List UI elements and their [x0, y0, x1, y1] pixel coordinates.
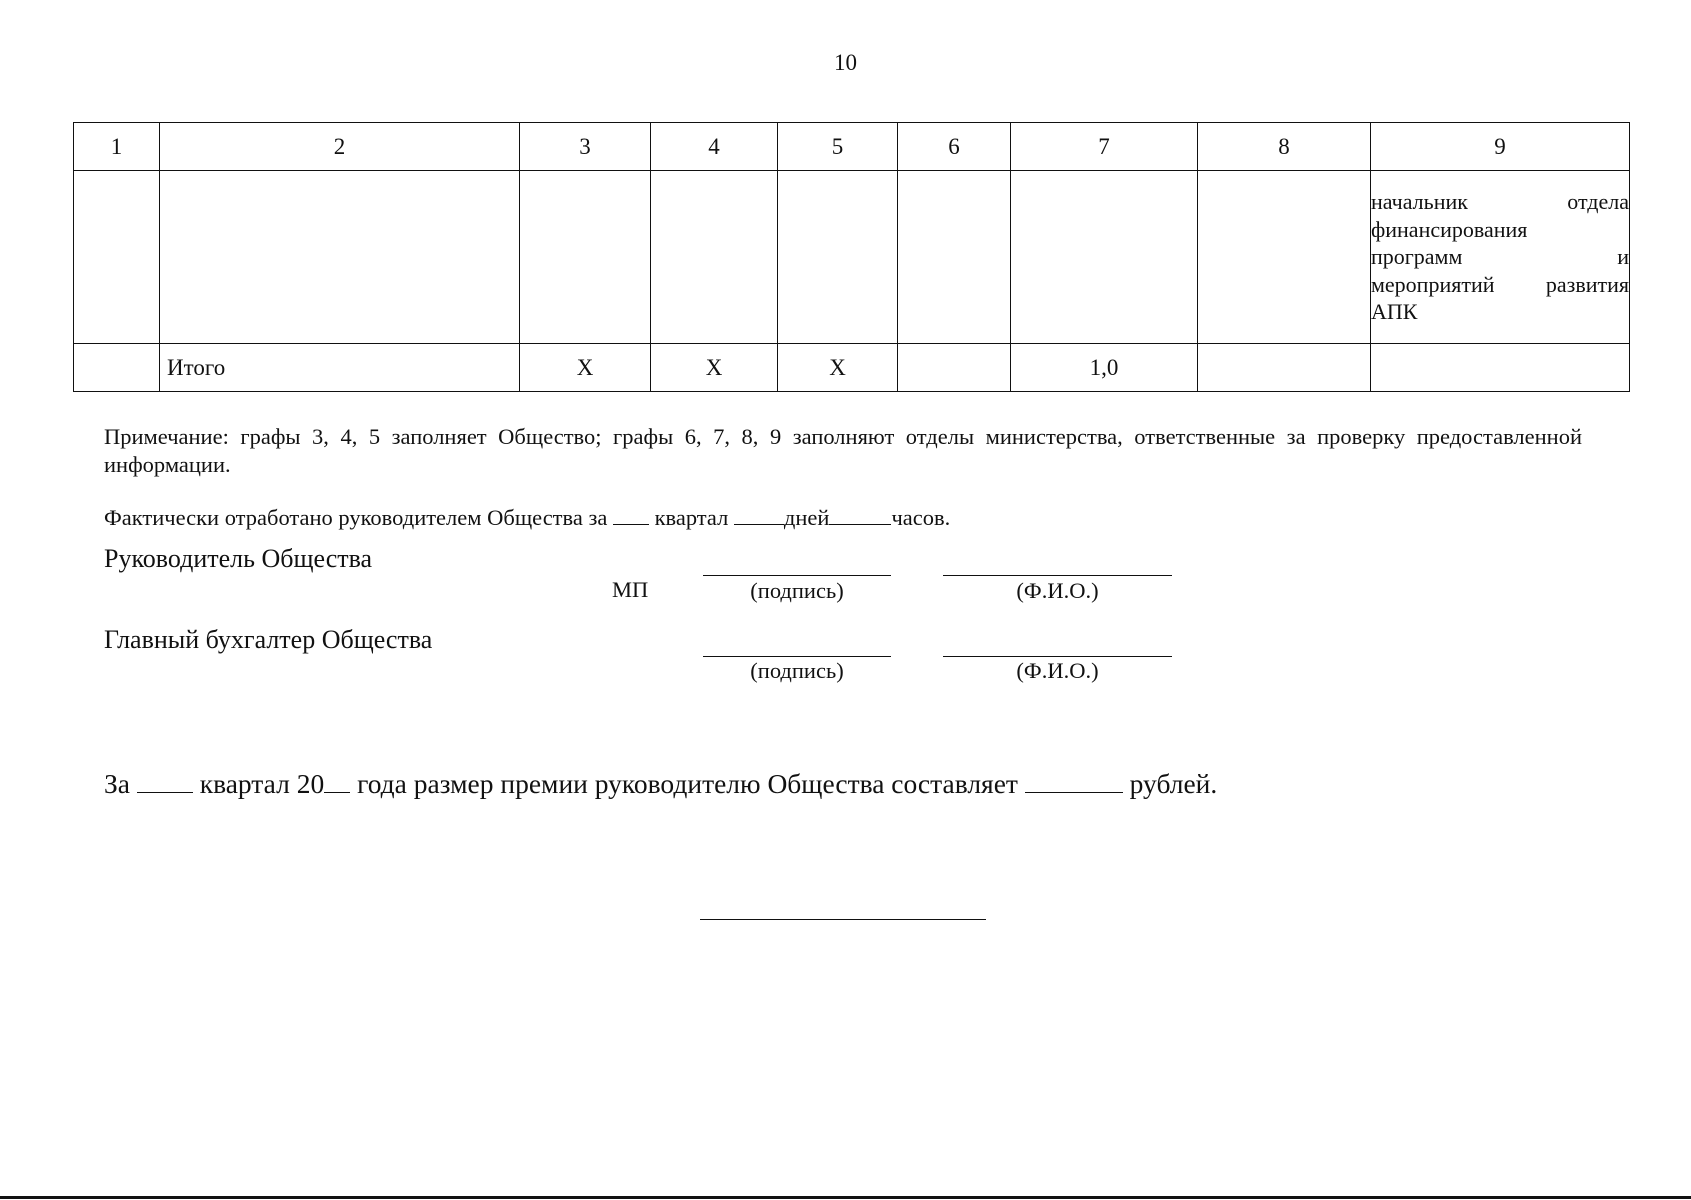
total-cell — [898, 344, 1011, 392]
worked-text: квартал — [654, 505, 729, 530]
header-cell: 1 — [74, 123, 160, 171]
table-cell — [778, 171, 898, 344]
head-signature-label: Руководитель Общества — [104, 544, 373, 573]
remark-note: Примечание: графы 3, 4, 5 заполняет Общество; графы 6, 7, 8, 9 заполняют отделы министерства, ответственные за проверку предоставленной информации. — [104, 424, 1582, 477]
table-cell — [1198, 171, 1371, 344]
responsible-line: финансирования — [1371, 216, 1528, 242]
quarter-blank[interactable] — [613, 506, 649, 525]
total-cell: Х — [651, 344, 778, 392]
page-bottom-edge — [0, 1196, 1691, 1199]
header-cell: 3 — [520, 123, 651, 171]
chief-signature-line[interactable] — [703, 656, 891, 657]
table-cell — [520, 171, 651, 344]
name-caption: (Ф.И.О.) — [1016, 578, 1099, 603]
chief-accountant-label: Главный бухгалтер Общества — [104, 625, 433, 654]
bonus-line — [104, 768, 1217, 800]
header-cell: 2 — [160, 123, 520, 171]
table-cell — [1011, 171, 1198, 344]
responsible-line: АПК — [1371, 299, 1418, 325]
name-caption: (Ф.И.О.) — [1016, 658, 1099, 683]
bonus-text: рублей. — [1129, 768, 1218, 799]
header-cell: 9 — [1371, 123, 1630, 171]
total-value: 1,0 — [1011, 344, 1198, 392]
total-cell: Х — [778, 344, 898, 392]
header-cell: 6 — [898, 123, 1011, 171]
document-end-line — [700, 919, 986, 920]
head-signature-line[interactable] — [703, 575, 891, 576]
summary-table — [73, 122, 1630, 392]
worked-text: дней — [783, 505, 830, 530]
header-cell: 8 — [1198, 123, 1371, 171]
header-row — [74, 123, 1630, 171]
total-label: Итого — [160, 344, 520, 392]
total-cell — [1371, 344, 1630, 392]
worked-time-line — [104, 505, 950, 531]
table-row — [74, 171, 1630, 344]
total-cell — [1198, 344, 1371, 392]
bonus-text: года размер премии руководителю Общества составляет — [357, 768, 1018, 799]
table-cell — [651, 171, 778, 344]
bonus-quarter-blank[interactable] — [137, 772, 193, 793]
signature-caption: (подпись) — [750, 578, 844, 603]
total-cell: Х — [520, 344, 651, 392]
header-cell: 7 — [1011, 123, 1198, 171]
table-cell — [74, 171, 160, 344]
bonus-text: квартал 20 — [199, 768, 325, 799]
responsible-line: программ и — [1371, 244, 1629, 270]
header-cell: 5 — [778, 123, 898, 171]
worked-text: часов. — [891, 505, 951, 530]
responsible-cell — [1371, 171, 1630, 344]
table-cell — [160, 171, 520, 344]
chief-name-line[interactable] — [943, 656, 1172, 657]
head-name-line[interactable] — [943, 575, 1172, 576]
bonus-text: За — [104, 768, 130, 799]
stamp-label: МП — [612, 577, 649, 602]
bonus-amount-blank[interactable] — [1025, 772, 1123, 793]
responsible-line: мероприятий развития — [1371, 271, 1629, 297]
total-cell — [74, 344, 160, 392]
table-cell — [898, 171, 1011, 344]
page-number: 10 — [834, 50, 857, 75]
total-row — [74, 344, 1630, 392]
hours-blank[interactable] — [829, 506, 891, 525]
days-blank[interactable] — [734, 506, 784, 525]
signature-caption: (подпись) — [750, 658, 844, 683]
responsible-line: начальник отдела — [1371, 189, 1629, 215]
bonus-year-blank[interactable] — [324, 772, 350, 793]
worked-text: Фактически отработано руководителем Общества за — [104, 505, 608, 530]
header-cell: 4 — [651, 123, 778, 171]
